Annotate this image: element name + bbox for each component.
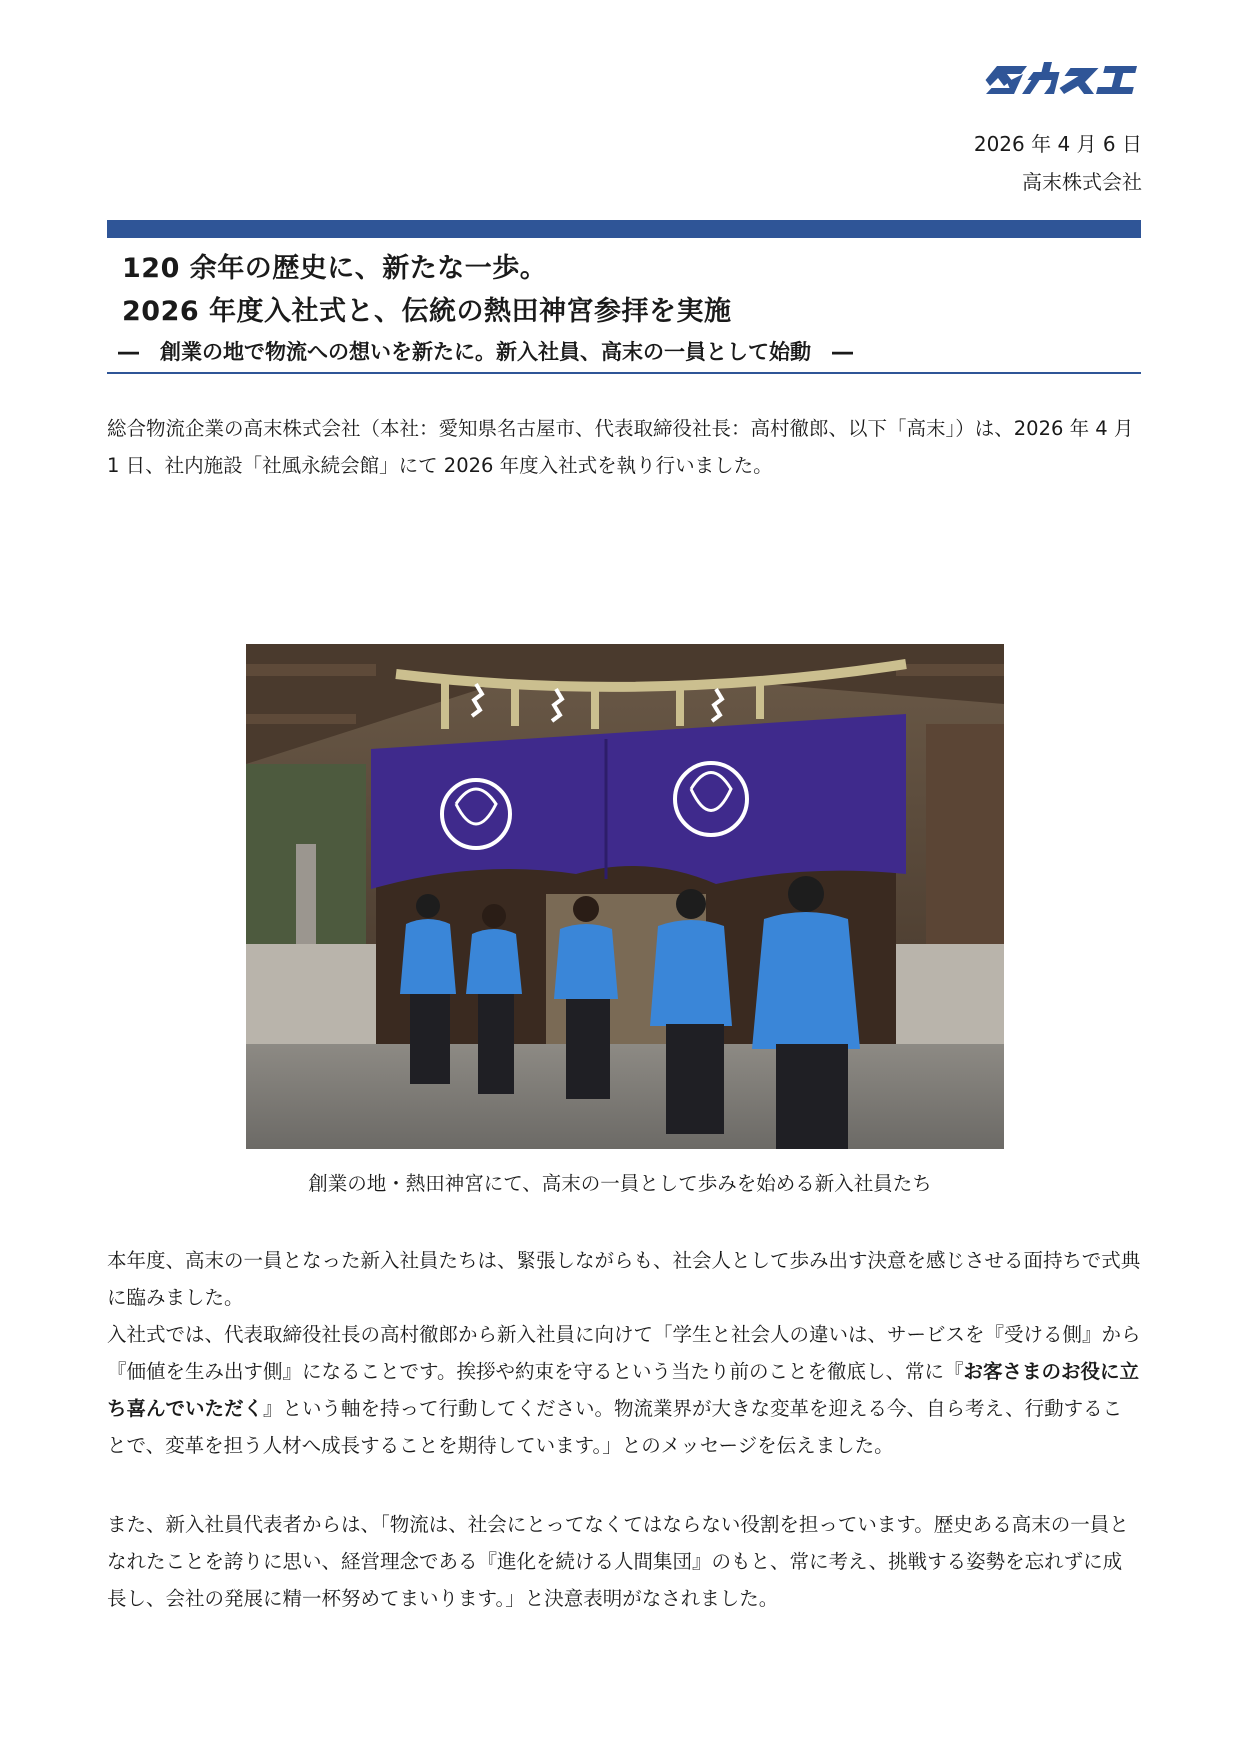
body-section-1 <box>107 1242 1141 1464</box>
headline-line-2: 2026 年度入社式と、伝統の熱田神宮参拝を実施 <box>122 296 732 327</box>
body-paragraph-2-text-a: 入社式では、代表取締役社長の高村徹郎から新入社員に向けて「学生と社会人の違いは、サービスを『受ける側』から『価値を生み出す側』になることです。挨拶や約束を守るという当たり前のことを徹底し、常に『 <box>107 1323 1141 1383</box>
photo-caption: 創業の地・熱田神宮にて、高末の一員として歩みを始める新入社員たち <box>308 1172 932 1195</box>
header-bar <box>107 220 1141 238</box>
company-name: 高末株式会社 <box>1022 170 1142 194</box>
body-paragraph-2-text-b: 』という軸を持って行動してください。物流業界が大きな変革を迎える今、自ら考え、行動することで、変革を担う人材へ成長することを期待しています。」とのメッセージを伝えました。 <box>107 1397 1123 1457</box>
headline-line-1: 120 余年の歴史に、新たな一歩。 <box>122 253 548 284</box>
body-paragraph-1: 本年度、高末の一員となった新入社員たちは、緊張しながらも、社会人として歩み出す決意を感じさせる面持ちで式典に臨みました。 <box>107 1249 1141 1309</box>
body-paragraph-2-emphasis: お客さまのお役に立ち喜んでいただく <box>107 1360 1139 1420</box>
company-logo <box>985 58 1140 106</box>
intro-paragraph: 総合物流企業の高末株式会社（本社：愛知県名古屋市、代表取締役社長：高村徹郎、以下「高末」）は、2026 年 4 月 1 日、社内施設「社風永続会館」にて 2026 年度入社式を執り行いました。 <box>107 417 1134 477</box>
ceremony-photo <box>246 644 1004 1149</box>
body-paragraph-3: また、新入社員代表者からは、「物流は、社会にとってなくてはならない役割を担っています。歴史ある高末の一員となれたことを誇りに思い、経営理念である『進化を続ける人間集団』のもと、常に考え、挑戦する姿勢を忘れずに成長し、会社の発展に精一杯努めてまいります。」と決意表明がなされました。 <box>107 1513 1129 1610</box>
release-date: 2026 年 4 月 6 日 <box>973 132 1142 156</box>
body-paragraph-2 <box>107 1316 1141 1464</box>
headline-subtitle: ― 創業の地で物流への想いを新たに。新入社員、高末の一員として始動 ― <box>118 340 853 364</box>
headline-rule <box>107 372 1141 374</box>
